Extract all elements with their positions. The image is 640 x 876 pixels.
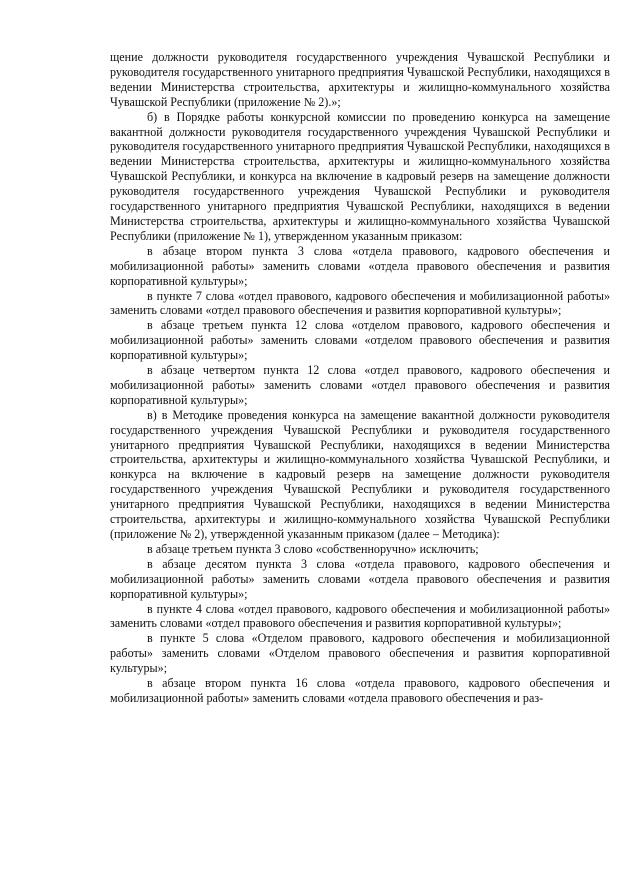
- paragraph-clause-3-para-3: в абзаце третьем пункта 3 слово «собственноручно» исключить;: [147, 541, 479, 556]
- paragraph-clause-3-para-10: в абзаце десятом пункта 3 слова «отдела правового, кадрового обеспечения и мобилизационной работы» заменить словами «отдела правового обеспечения и развития корпоративной культуры»;: [110, 556, 610, 601]
- paragraph-clause-7: в пункте 7 слова «отдел правового, кадрового обеспечения и мобилизационной работы» заменить словами «отдел правового обеспечения и развития корпоративной культуры»;: [110, 288, 610, 318]
- paragraph-clause-16-para-2: в абзаце втором пункта 16 слова «отдела правового, кадрового обеспечения и мобилизационной работы» заменить словами «отдела правового обеспечения и раз-: [110, 676, 610, 705]
- paragraph-continuation: щение должности руководителя государственного учреждения Чувашской Республики и руководителя государственного унитарного предприятия Чувашской Республики, находящихся в ведении Министерства строительства, архитектуры и жилищно-коммунального хозяйства Чувашской Республики (приложение № 2).»;: [110, 50, 610, 109]
- paragraph-item-b: б) в Порядке работы конкурсной комиссии по проведению конкурса на замещение вакантной должности руководителя государственного учреждения Чувашской Республики и руководителя государственного унитарного предприятия Чувашской Республики, находящихся в ведении Министерства строительства, архитектуры и жилищно-коммунального хозяйства Чувашской Республики, и конкурса на включение в кадровый резерв на замещение должности руководителя государственного учреждения Чувашской Республики и руководителя государственного унитарного предприятия Чувашской Республики, находящихся в ведении Министерства строительства, архитектуры и жилищно-коммунального хозяйства Чувашской Республики (приложение № 1), утвержденном указанным приказом:: [110, 109, 610, 243]
- paragraph-clause-3-para-2: в абзаце втором пункта 3 слова «отдела правового, кадрового обеспечения и мобилизационной работы» заменить словами «отдела правового обеспечения и развития корпоративной культуры»;: [110, 243, 610, 288]
- paragraph-clause-12-para-4: в абзаце четвертом пункта 12 слова «отдел правового, кадрового обеспечения и мобилизационной работы» заменить словами «отдел правового обеспечения и развития корпоративной культуры»;: [110, 363, 610, 407]
- paragraph-clause-12-para-3: в абзаце третьем пункта 12 слова «отделом правового, кадрового обеспечения и мобилизационной работы» заменить словами «отделом правового обеспечения и развития корпоративной культуры»;: [110, 318, 610, 363]
- paragraph-item-v: в) в Методике проведения конкурса на замещение вакантной должности руководителя государственного учреждения Чувашской Республики и руководителя государственного унитарного предприятия Чувашской Республики, находящихся в ведении Министерства строительства, архитектуры и жилищно-коммунального хозяйства Чувашской Республики, и конкурса на включение в кадровый резерв на замещение должности руководителя государственного учреждения Чувашской Республики и руководителя государственного унитарного предприятия Чувашской Республики, находящихся в ведении Министерства строительства, архитектуры и жилищно-коммунального хозяйства Чувашской Республики (приложение № 2), утвержденной указанным приказом (далее – Методика):: [110, 407, 610, 541]
- paragraph-clause-5: в пункте 5 слова «Отделом правового, кадрового обеспечения и мобилизационной работы» заменить словами «Отделом правового обеспечения и развития корпоративной культуры»;: [110, 631, 610, 676]
- paragraph-clause-4: в пункте 4 слова «отдел правового, кадрового обеспечения и мобилизационной работы» заменить словами «отдел правового обеспечения и развития корпоративной культуры»;: [110, 601, 610, 631]
- document-page: [110, 50, 610, 706]
